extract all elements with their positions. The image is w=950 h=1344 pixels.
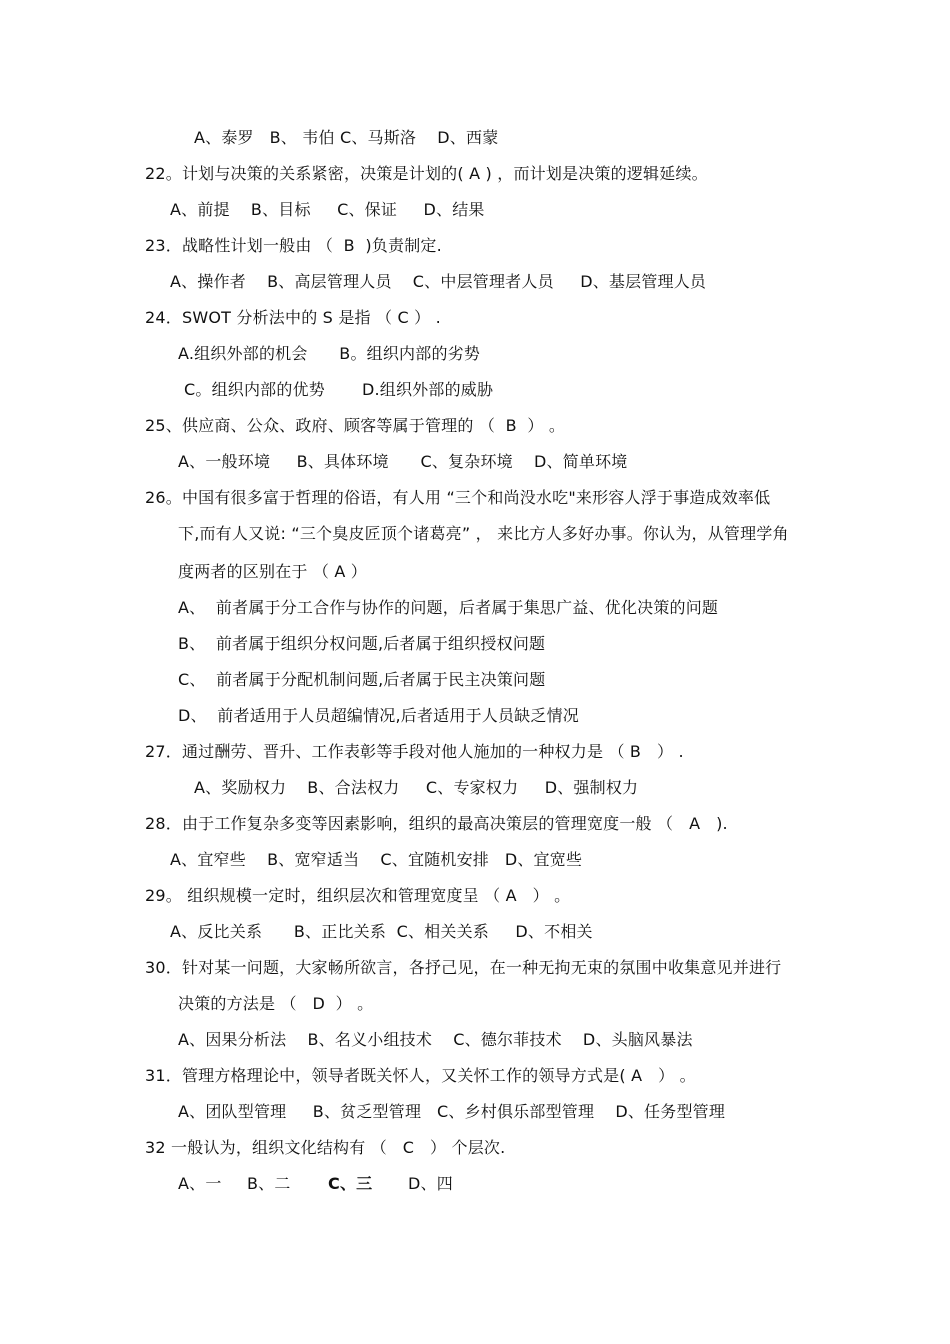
q32-option-b: B、二 xyxy=(247,1174,291,1193)
q32-option-d: D、四 xyxy=(408,1174,453,1193)
q30-question-line1: 30．针对某一问题，大家畅所欲言，各抒己见，在一种无拘无束的氛围中收集意见并进行 xyxy=(145,958,782,977)
q32-option-c: C、三 xyxy=(328,1174,373,1193)
q21-options: A、泰罗 B、 韦伯 C、马斯洛 D、西蒙 xyxy=(194,128,499,147)
q24-question: 24．SWOT 分析法中的 S 是指 （ C ） . xyxy=(145,308,441,327)
q26-option-b: B、 前者属于组织分权问题,后者属于组织授权问题 xyxy=(178,634,546,653)
q32-option-a: A、一 xyxy=(178,1174,222,1193)
q30-options: A、因果分析法 B、名义小组技术 C、德尔菲技术 D、头脑风暴法 xyxy=(178,1030,693,1049)
q25-options: A、一般环境 B、具体环境 C、复杂环境 D、简单环境 xyxy=(178,452,628,471)
q23-question: 23．战略性计划一般由 （ B )负责制定. xyxy=(145,236,442,255)
q22-question: 22。计划与决策的关系紧密，决策是计划的( A ) ，而计划是决策的逻辑延续。 xyxy=(145,164,708,183)
q28-options: A、宜窄些 B、宽窄适当 C、宜随机安排 D、宜宽些 xyxy=(170,850,583,869)
q29-question: 29。 组织规模一定时，组织层次和管理宽度呈 （ A ） 。 xyxy=(145,886,571,905)
q26-question-line2: 下,而有人又说: “三个臭皮匠顶个诸葛亮” ， 来比方人多好办事。你认为，从管理学角 xyxy=(178,524,789,543)
q31-options: A、团队型管理 B、贫乏型管理 C、乡村俱乐部型管理 D、任务型管理 xyxy=(178,1102,726,1121)
q26-option-c: C、 前者属于分配机制问题,后者属于民主决策问题 xyxy=(178,670,546,689)
q26-question-line3: 度两者的区别在于 （ A ） xyxy=(178,562,368,581)
q26-question-line1: 26。中国有很多富于哲理的俗语，有人用 “三个和尚没水吃"来形容人浮于事造成效率低 xyxy=(145,488,771,507)
q32-question: 32 一般认为，组织文化结构有 （ C ） 个层次. xyxy=(145,1138,506,1157)
q25-question: 25、供应商、公众、政府、顾客等属于管理的 （ B ） 。 xyxy=(145,416,566,435)
q27-question: 27．通过酬劳、晋升、工作表彰等手段对他人施加的一种权力是 （ B ） . xyxy=(145,742,684,761)
q27-options: A、奖励权力 B、合法权力 C、专家权力 D、强制权力 xyxy=(194,778,639,797)
q22-options: A、前提 B、目标 C、保证 D、结果 xyxy=(170,200,485,219)
q28-question: 28．由于工作复杂多变等因素影响，组织的最高决策层的管理宽度一般 （ A ). xyxy=(145,814,728,833)
q23-options: A、操作者 B、高层管理人员 C、中层管理者人员 D、基层管理人员 xyxy=(170,272,707,291)
q26-option-a: A、 前者属于分工合作与协作的问题，后者属于集思广益、优化决策的问题 xyxy=(178,598,719,617)
q30-question-line2: 决策的方法是 （ D ） 。 xyxy=(178,994,374,1013)
q29-options: A、反比关系 B、正比关系 C、相关关系 D、不相关 xyxy=(170,922,593,941)
q24-options-row2: C。组织内部的优势 D.组织外部的威胁 xyxy=(184,380,494,399)
q24-options-row1: A.组织外部的机会 B。组织内部的劣势 xyxy=(178,344,481,363)
q26-option-d: D、 前者适用于人员超编情况,后者适用于人员缺乏情况 xyxy=(178,706,579,725)
q31-question: 31．管理方格理论中，领导者既关怀人，又关怀工作的领导方式是( A ） 。 xyxy=(145,1066,696,1085)
